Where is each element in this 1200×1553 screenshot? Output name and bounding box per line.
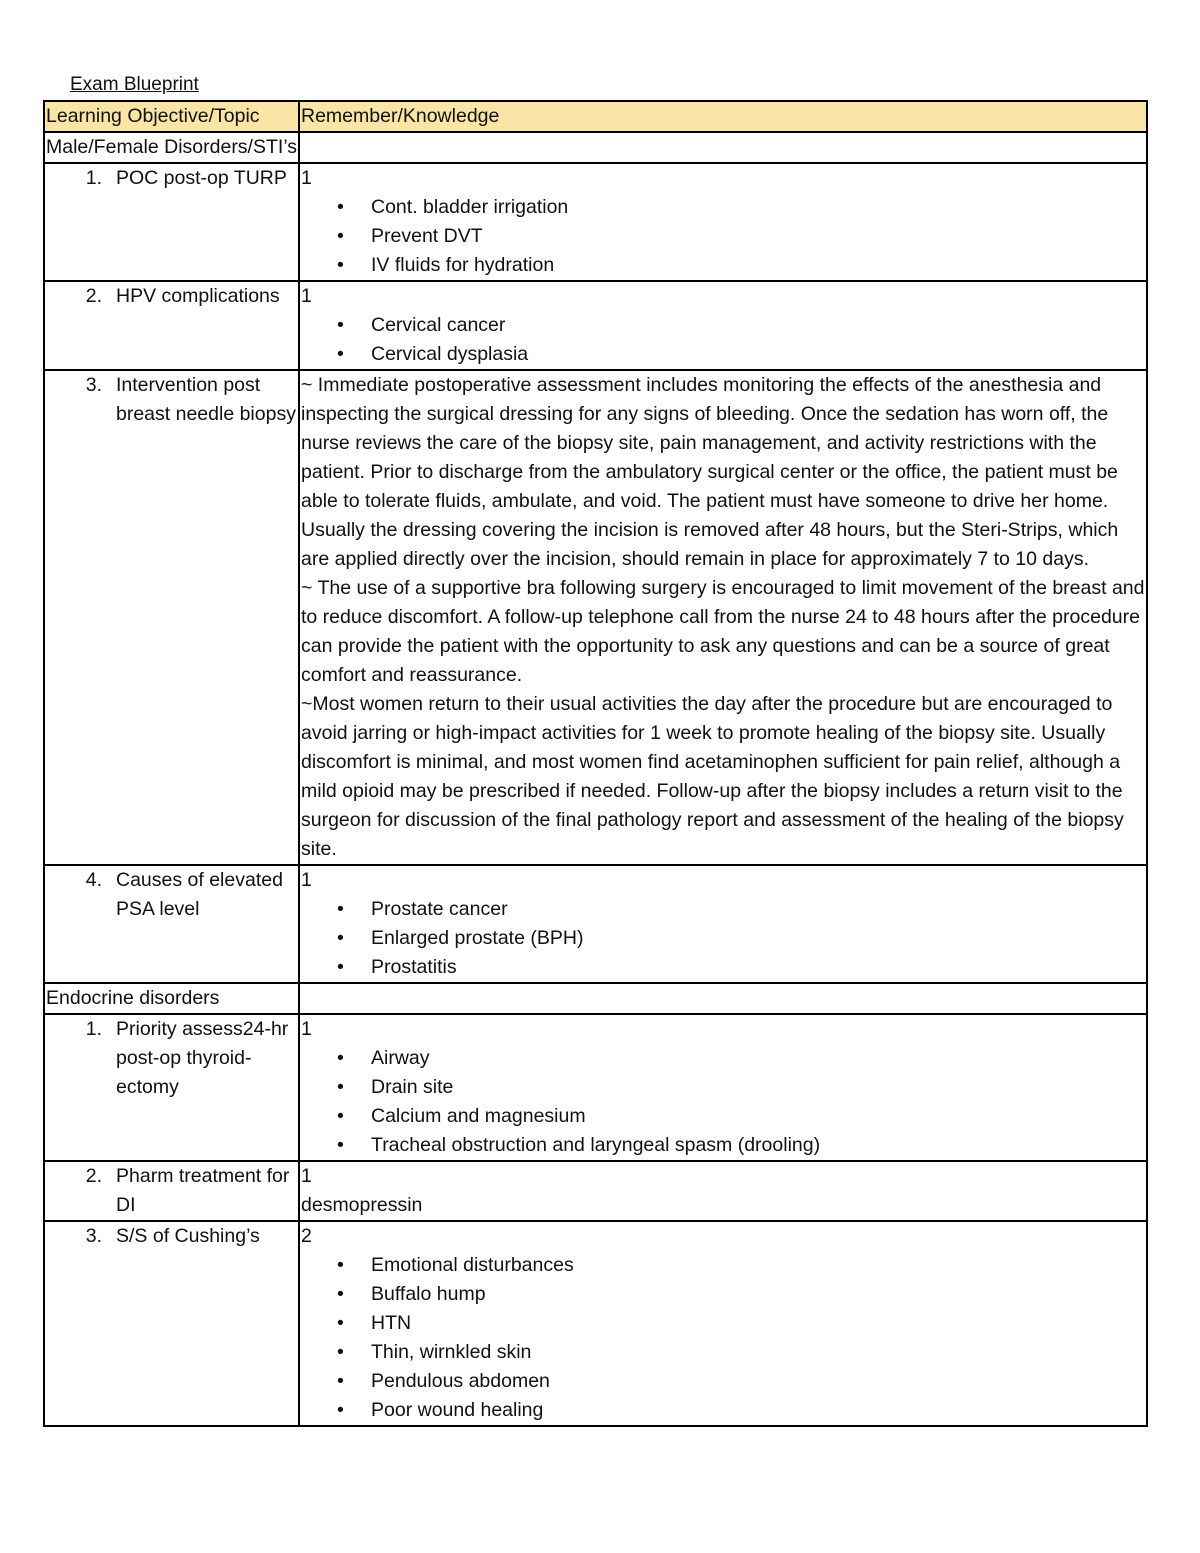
- bullet-item: • Tracheal obstruction and laryngeal spasm (drooling): [301, 1131, 1146, 1160]
- item-number: 2.: [85, 285, 102, 307]
- header-remember-knowledge: Remember/Knowledge: [299, 101, 1147, 132]
- bullet-list: [301, 1251, 1146, 1425]
- table-row: [44, 865, 1147, 983]
- bullet-list: [301, 193, 1146, 280]
- table-row: [44, 370, 1147, 865]
- table-row: [44, 163, 1147, 281]
- topic: [46, 282, 298, 311]
- topic-cell: [44, 1221, 299, 1426]
- bullet-item: • Prostate cancer: [301, 895, 1146, 924]
- topic-text: POC post-op TURP: [116, 167, 287, 189]
- bullet-item: • Airway: [301, 1044, 1146, 1073]
- section-name: Male/Female Disorders/STI’s: [44, 132, 299, 163]
- table-header-row: [44, 101, 1147, 132]
- bullet-list: [301, 1044, 1146, 1160]
- knowledge-cell: [299, 281, 1147, 370]
- document-title: Exam Blueprint: [70, 74, 199, 95]
- table-row: [44, 1221, 1147, 1426]
- section-empty-cell: [299, 132, 1147, 163]
- bullet-item: • Prostatitis: [301, 953, 1146, 982]
- topic-text: Priority assess24-hr post-op thyroid-ectomy: [116, 1018, 289, 1098]
- bullet-item: • Thin, wirnkled skin: [301, 1338, 1146, 1367]
- bullet-item: • Enlarged prostate (BPH): [301, 924, 1146, 953]
- bullet-item: • Emotional disturbances: [301, 1251, 1146, 1280]
- section-row: [44, 132, 1147, 163]
- section-name: Endocrine disorders: [44, 983, 299, 1014]
- table-row: [44, 1014, 1147, 1161]
- item-number: 1.: [85, 1018, 102, 1040]
- knowledge-paragraph: ~ The use of a supportive bra following surgery is encouraged to limit movement of the breast and to reduce discomfort. A follow-up telephone call from the nurse 24 to 48 hours after the procedure can provide the patient with the opportunity to ask any questions and can be a source of great comfort and reassurance.: [301, 577, 1145, 686]
- knowledge-paragraph: ~Most women return to their usual activities the day after the procedure but are encouraged to avoid jarring or high-impact activities for 1 week to promote healing of the biopsy site. Usually discomfort is minimal, and most women find acetaminophen sufficient for pain relief, although a mild opioid may be prescribed if needed. Follow-up after the biopsy includes a return visit to the surgeon for discussion of the final pathology report and assessment of the healing of the biopsy site.: [301, 693, 1124, 860]
- knowledge-paragraph: ~ Immediate postoperative assessment includes monitoring the effects of the anesthesia and inspecting the surgical dressing for any signs of bleeding. Once the sedation has worn off, the nurse reviews the care of the biopsy site, pain management, and activity restrictions with the patient. Prior to discharge from the ambulatory surgical center or the office, the patient must be able to tolerate fluids, ambulate, and void. The patient must have someone to drive her home. Usually the dressing covering the incision is removed after 48 hours, but the Steri-Strips, which are applied directly over the incision, should remain in place for approximately 7 to 10 days.: [301, 374, 1119, 570]
- item-number: 4.: [85, 869, 102, 891]
- section-empty-cell: [299, 983, 1147, 1014]
- knowledge-cell: [299, 865, 1147, 983]
- bullet-item: • Cervical cancer: [301, 311, 1146, 340]
- topic-text: Intervention post breast needle biopsy: [116, 374, 296, 425]
- knowledge-level: 1: [301, 1165, 312, 1187]
- bullet-item: • Prevent DVT: [301, 222, 1146, 251]
- bullet-item: • HTN: [301, 1309, 1146, 1338]
- table-row: [44, 281, 1147, 370]
- topic: [46, 1222, 298, 1251]
- knowledge-level: 1: [301, 285, 312, 307]
- table-row: [44, 1161, 1147, 1221]
- topic-text: Causes of elevated PSA level: [116, 869, 283, 920]
- topic: [46, 1162, 298, 1220]
- bullet-item: • IV fluids for hydration: [301, 251, 1146, 280]
- item-number: 1.: [85, 167, 102, 189]
- bullet-item: • Poor wound healing: [301, 1396, 1146, 1425]
- bullet-item: • Cont. bladder irrigation: [301, 193, 1146, 222]
- item-number: 3.: [85, 1225, 102, 1247]
- bullet-item: • Drain site: [301, 1073, 1146, 1102]
- knowledge-level: 1: [301, 167, 312, 189]
- topic-cell: [44, 370, 299, 865]
- topic-cell: [44, 281, 299, 370]
- topic-cell: [44, 1014, 299, 1161]
- bullet-item: • Pendulous abdomen: [301, 1367, 1146, 1396]
- knowledge-level: 2: [301, 1225, 312, 1247]
- knowledge-note: desmopressin: [301, 1194, 423, 1216]
- topic-cell: [44, 163, 299, 281]
- bullet-list: [301, 311, 1146, 369]
- topic-cell: [44, 865, 299, 983]
- knowledge-cell: [299, 1221, 1147, 1426]
- topic: [46, 866, 298, 924]
- topic-cell: [44, 1161, 299, 1221]
- bullet-item: • Buffalo hump: [301, 1280, 1146, 1309]
- bullet-list: [301, 895, 1146, 982]
- section-row: [44, 983, 1147, 1014]
- knowledge-level: 1: [301, 1018, 312, 1040]
- knowledge-cell: [299, 1161, 1147, 1221]
- knowledge-level: 1: [301, 869, 312, 891]
- blueprint-table-body: [44, 101, 1147, 1426]
- header-objective-topic: Learning Objective/Topic: [44, 101, 299, 132]
- item-number: 3.: [85, 374, 102, 396]
- topic: [46, 1015, 298, 1102]
- knowledge-cell: [299, 163, 1147, 281]
- bullet-item: • Calcium and magnesium: [301, 1102, 1146, 1131]
- item-number: 2.: [85, 1165, 102, 1187]
- topic-text: HPV complications: [116, 285, 280, 307]
- topic-text: Pharm treatment for DI: [116, 1165, 290, 1216]
- topic: [46, 371, 298, 429]
- knowledge-cell: [299, 370, 1147, 865]
- bullet-item: • Cervical dysplasia: [301, 340, 1146, 369]
- knowledge-cell: [299, 1014, 1147, 1161]
- blueprint-table: [43, 100, 1148, 1427]
- topic-text: S/S of Cushing’s: [116, 1225, 260, 1247]
- topic: [46, 164, 298, 193]
